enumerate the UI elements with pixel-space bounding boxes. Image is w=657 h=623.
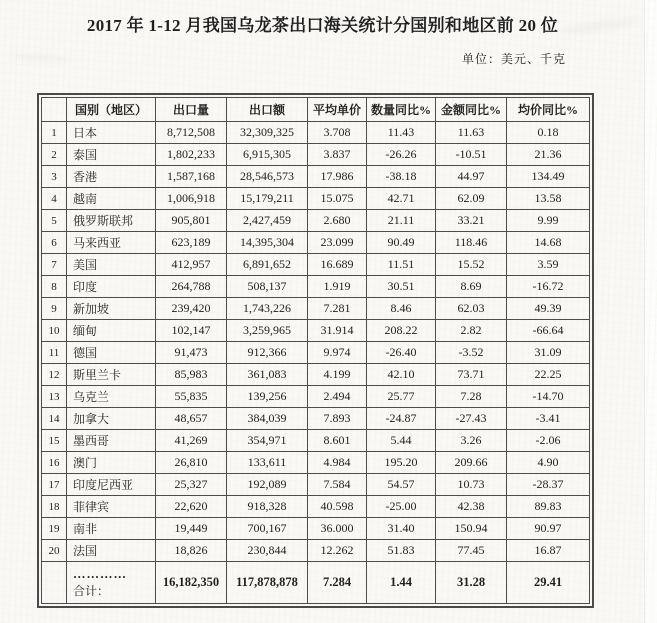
price-yoy-cell: 21.36	[507, 144, 590, 166]
table-row	[42, 386, 590, 408]
total-dots: …………	[73, 566, 127, 581]
price-yoy-cell: 22.25	[507, 364, 590, 386]
country-cell: 墨西哥	[67, 430, 156, 452]
export-qty-cell: 1,802,233	[156, 144, 227, 166]
statistics-table	[41, 97, 590, 604]
rank-cell: 9	[42, 298, 67, 320]
avg-price-cell: 9.974	[308, 342, 367, 364]
avg-price-cell: 12.262	[308, 540, 367, 562]
table-row	[42, 452, 590, 474]
avg-price-cell: 36.000	[308, 518, 367, 540]
export-value-cell: 384,039	[227, 408, 308, 430]
header-qty-yoy: 数量同比%	[367, 98, 436, 122]
avg-price-cell: 40.598	[308, 496, 367, 518]
qty-yoy-cell: 195.20	[367, 452, 436, 474]
country-cell: 印度	[67, 276, 156, 298]
country-cell: 印度尼西亚	[67, 474, 156, 496]
rank-cell: 14	[42, 408, 67, 430]
avg-price-cell: 1.919	[308, 276, 367, 298]
table-row	[42, 122, 590, 144]
total-label-cell	[67, 562, 156, 604]
qty-yoy-cell: 5.44	[367, 430, 436, 452]
export-qty-cell: 412,957	[156, 254, 227, 276]
country-cell: 缅甸	[67, 320, 156, 342]
export-value-cell: 14,395,304	[227, 232, 308, 254]
export-value-cell: 508,137	[227, 276, 308, 298]
export-qty-cell: 623,189	[156, 232, 227, 254]
price-yoy-cell: 13.58	[507, 188, 590, 210]
price-yoy-cell: 3.59	[507, 254, 590, 276]
qty-yoy-cell: 42.71	[367, 188, 436, 210]
value-yoy-cell: 3.26	[436, 430, 507, 452]
avg-price-cell: 23.099	[308, 232, 367, 254]
country-cell: 泰国	[67, 144, 156, 166]
value-yoy-cell: -3.52	[436, 342, 507, 364]
table-row	[42, 144, 590, 166]
rank-cell: 19	[42, 518, 67, 540]
qty-yoy-cell: 90.49	[367, 232, 436, 254]
table-row	[42, 166, 590, 188]
price-yoy-cell: -3.41	[507, 408, 590, 430]
table-row	[42, 320, 590, 342]
export-qty-cell: 8,712,508	[156, 122, 227, 144]
export-qty-cell: 85,983	[156, 364, 227, 386]
export-qty-cell: 48,657	[156, 408, 227, 430]
rank-cell: 5	[42, 210, 67, 232]
export-qty-cell: 26,810	[156, 452, 227, 474]
qty-yoy-cell: 30.51	[367, 276, 436, 298]
qty-yoy-cell: 11.51	[367, 254, 436, 276]
header-value-yoy: 金额同比%	[436, 98, 507, 122]
export-value-cell: 6,891,652	[227, 254, 308, 276]
avg-price-cell: 4.199	[308, 364, 367, 386]
rank-cell: 2	[42, 144, 67, 166]
export-value-cell: 6,915,305	[227, 144, 308, 166]
export-value-cell: 192,089	[227, 474, 308, 496]
price-yoy-cell: -16.72	[507, 276, 590, 298]
export-value-cell: 1,743,226	[227, 298, 308, 320]
table-row	[42, 430, 590, 452]
table-row	[42, 518, 590, 540]
rank-cell: 13	[42, 386, 67, 408]
rank-cell: 1	[42, 122, 67, 144]
price-yoy-cell: 90.97	[507, 518, 590, 540]
total-export-qty: 16,182,350	[156, 562, 227, 604]
qty-yoy-cell: 51.83	[367, 540, 436, 562]
export-value-cell: 15,179,211	[227, 188, 308, 210]
table-row	[42, 276, 590, 298]
country-cell: 菲律宾	[67, 496, 156, 518]
rank-cell: 15	[42, 430, 67, 452]
total-row	[42, 562, 590, 604]
price-yoy-cell: 14.68	[507, 232, 590, 254]
statistics-table-frame	[37, 93, 594, 608]
export-qty-cell: 22,620	[156, 496, 227, 518]
value-yoy-cell: 11.63	[436, 122, 507, 144]
qty-yoy-cell: -26.40	[367, 342, 436, 364]
header-avg-price: 平均单价	[308, 98, 367, 122]
export-value-cell: 230,844	[227, 540, 308, 562]
value-yoy-cell: 10.73	[436, 474, 507, 496]
export-qty-cell: 905,801	[156, 210, 227, 232]
export-value-cell: 32,309,325	[227, 122, 308, 144]
export-qty-cell: 1,006,918	[156, 188, 227, 210]
total-value-yoy: 31.28	[436, 562, 507, 604]
country-cell: 斯里兰卡	[67, 364, 156, 386]
price-yoy-cell: 16.87	[507, 540, 590, 562]
value-yoy-cell: 62.03	[436, 298, 507, 320]
rank-cell: 11	[42, 342, 67, 364]
export-qty-cell: 1,587,168	[156, 166, 227, 188]
total-price-yoy: 29.41	[507, 562, 590, 604]
table-row	[42, 298, 590, 320]
table-row	[42, 342, 590, 364]
avg-price-cell: 31.914	[308, 320, 367, 342]
value-yoy-cell: 2.82	[436, 320, 507, 342]
value-yoy-cell: -10.51	[436, 144, 507, 166]
rank-cell: 10	[42, 320, 67, 342]
header-rank	[42, 98, 67, 122]
avg-price-cell: 2.494	[308, 386, 367, 408]
rank-cell: 20	[42, 540, 67, 562]
country-cell: 俄罗斯联邦	[67, 210, 156, 232]
scan-page-edge	[645, 0, 657, 623]
avg-price-cell: 15.075	[308, 188, 367, 210]
qty-yoy-cell: -38.18	[367, 166, 436, 188]
export-value-cell: 912,366	[227, 342, 308, 364]
price-yoy-cell: 0.18	[507, 122, 590, 144]
total-rank-cell	[42, 562, 67, 604]
table-row	[42, 408, 590, 430]
qty-yoy-cell: -24.87	[367, 408, 436, 430]
export-qty-cell: 55,835	[156, 386, 227, 408]
table-row	[42, 496, 590, 518]
total-avg-price: 7.284	[308, 562, 367, 604]
value-yoy-cell: 8.69	[436, 276, 507, 298]
price-yoy-cell: -28.37	[507, 474, 590, 496]
export-value-cell: 918,328	[227, 496, 308, 518]
table-row	[42, 232, 590, 254]
rank-cell: 12	[42, 364, 67, 386]
export-qty-cell: 102,147	[156, 320, 227, 342]
export-value-cell: 133,611	[227, 452, 308, 474]
rank-cell: 3	[42, 166, 67, 188]
table-header-row	[42, 98, 590, 122]
rank-cell: 17	[42, 474, 67, 496]
rank-cell: 16	[42, 452, 67, 474]
export-value-cell: 28,546,573	[227, 166, 308, 188]
country-cell: 乌克兰	[67, 386, 156, 408]
header-price-yoy: 均价同比%	[507, 98, 590, 122]
avg-price-cell: 7.584	[308, 474, 367, 496]
total-export-value: 117,878,878	[227, 562, 308, 604]
avg-price-cell: 3.708	[308, 122, 367, 144]
qty-yoy-cell: 21.11	[367, 210, 436, 232]
country-cell: 澳门	[67, 452, 156, 474]
price-yoy-cell: 49.39	[507, 298, 590, 320]
header-export-qty: 出口量	[156, 98, 227, 122]
value-yoy-cell: 62.09	[436, 188, 507, 210]
table-body	[42, 122, 590, 562]
table-footer	[42, 562, 590, 604]
total-qty-yoy: 1.44	[367, 562, 436, 604]
avg-price-cell: 16.689	[308, 254, 367, 276]
export-value-cell: 2,427,459	[227, 210, 308, 232]
export-qty-cell: 264,788	[156, 276, 227, 298]
country-cell: 新加坡	[67, 298, 156, 320]
value-yoy-cell: 33.21	[436, 210, 507, 232]
value-yoy-cell: 118.46	[436, 232, 507, 254]
rank-cell: 7	[42, 254, 67, 276]
scan-smudge	[10, 53, 70, 63]
export-qty-cell: 41,269	[156, 430, 227, 452]
avg-price-cell: 8.601	[308, 430, 367, 452]
price-yoy-cell: 31.09	[507, 342, 590, 364]
avg-price-cell: 2.680	[308, 210, 367, 232]
table-row	[42, 364, 590, 386]
qty-yoy-cell: 31.40	[367, 518, 436, 540]
price-yoy-cell: 9.99	[507, 210, 590, 232]
country-cell: 马来西亚	[67, 232, 156, 254]
price-yoy-cell: 89.83	[507, 496, 590, 518]
country-cell: 美国	[67, 254, 156, 276]
avg-price-cell: 3.837	[308, 144, 367, 166]
avg-price-cell: 17.986	[308, 166, 367, 188]
export-qty-cell: 18,826	[156, 540, 227, 562]
rank-cell: 6	[42, 232, 67, 254]
export-value-cell: 700,167	[227, 518, 308, 540]
price-yoy-cell: -2.06	[507, 430, 590, 452]
qty-yoy-cell: 42.10	[367, 364, 436, 386]
price-yoy-cell: 4.90	[507, 452, 590, 474]
rank-cell: 8	[42, 276, 67, 298]
rank-cell: 4	[42, 188, 67, 210]
country-cell: 南非	[67, 518, 156, 540]
unit-note: 单位：美元、千克	[462, 52, 567, 66]
export-qty-cell: 91,473	[156, 342, 227, 364]
table-row	[42, 254, 590, 276]
qty-yoy-cell: 8.46	[367, 298, 436, 320]
price-yoy-cell: -14.70	[507, 386, 590, 408]
qty-yoy-cell: -25.00	[367, 496, 436, 518]
avg-price-cell: 7.893	[308, 408, 367, 430]
export-value-cell: 139,256	[227, 386, 308, 408]
avg-price-cell: 7.281	[308, 298, 367, 320]
value-yoy-cell: 42.38	[436, 496, 507, 518]
qty-yoy-cell: 208.22	[367, 320, 436, 342]
value-yoy-cell: 7.28	[436, 386, 507, 408]
country-cell: 香港	[67, 166, 156, 188]
header-export-value: 出口额	[227, 98, 308, 122]
country-cell: 德国	[67, 342, 156, 364]
country-cell: 法国	[67, 540, 156, 562]
value-yoy-cell: 209.66	[436, 452, 507, 474]
page-title: 2017 年 1-12 月我国乌龙茶出口海关统计分国别和地区前 20 位	[86, 16, 559, 35]
export-qty-cell: 25,327	[156, 474, 227, 496]
rank-cell: 18	[42, 496, 67, 518]
country-cell: 越南	[67, 188, 156, 210]
value-yoy-cell: 15.52	[436, 254, 507, 276]
table-header	[42, 98, 590, 122]
value-yoy-cell: 73.71	[436, 364, 507, 386]
export-qty-cell: 19,449	[156, 518, 227, 540]
table-row	[42, 210, 590, 232]
table-row	[42, 474, 590, 496]
value-yoy-cell: 77.45	[436, 540, 507, 562]
qty-yoy-cell: 54.57	[367, 474, 436, 496]
export-value-cell: 354,971	[227, 430, 308, 452]
country-cell: 日本	[67, 122, 156, 144]
export-qty-cell: 239,420	[156, 298, 227, 320]
table-row	[42, 188, 590, 210]
avg-price-cell: 4.984	[308, 452, 367, 474]
price-yoy-cell: 134.49	[507, 166, 590, 188]
export-value-cell: 361,083	[227, 364, 308, 386]
total-label: 合计：	[73, 583, 110, 598]
qty-yoy-cell: 25.77	[367, 386, 436, 408]
value-yoy-cell: 44.97	[436, 166, 507, 188]
value-yoy-cell: 150.94	[436, 518, 507, 540]
qty-yoy-cell: -26.26	[367, 144, 436, 166]
export-value-cell: 3,259,965	[227, 320, 308, 342]
price-yoy-cell: -66.64	[507, 320, 590, 342]
value-yoy-cell: -27.43	[436, 408, 507, 430]
header-country: 国别（地区）	[67, 98, 156, 122]
qty-yoy-cell: 11.43	[367, 122, 436, 144]
table-row	[42, 540, 590, 562]
country-cell: 加拿大	[67, 408, 156, 430]
